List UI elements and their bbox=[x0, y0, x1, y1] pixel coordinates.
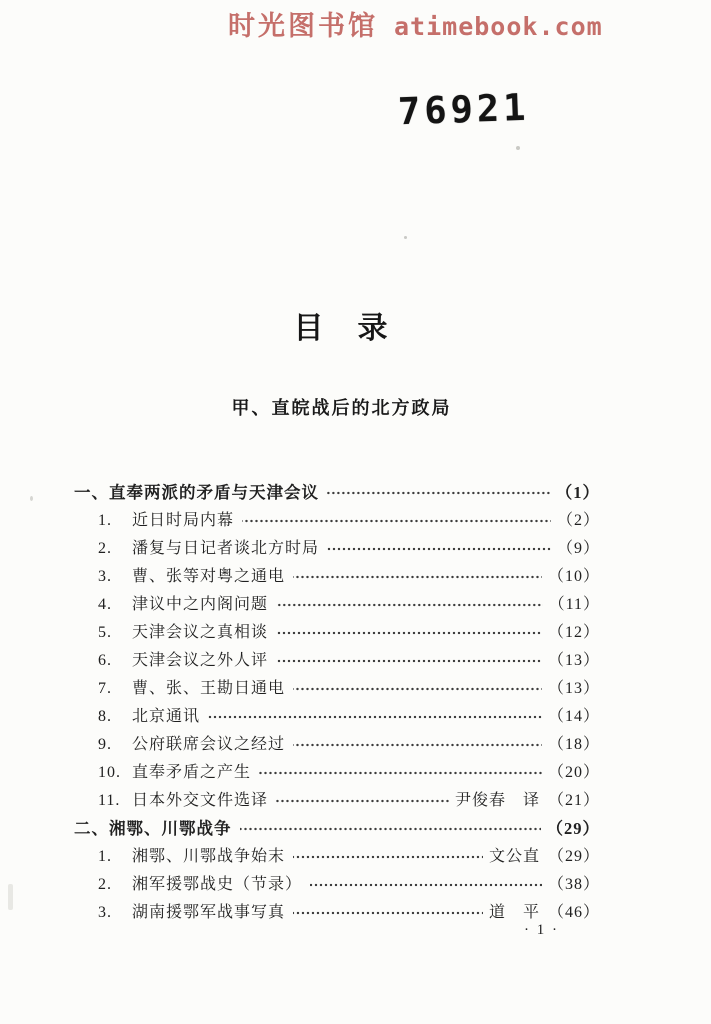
toc-entry-title: 湘鄂、川鄂战争 bbox=[109, 819, 232, 838]
toc-entry-number: 一、 bbox=[74, 483, 109, 502]
toc-entry bbox=[0, 479, 711, 507]
dotted-leader bbox=[293, 905, 483, 921]
scan-speck bbox=[30, 496, 33, 501]
toc-entry-number: 2. bbox=[98, 876, 112, 893]
toc-entry-page-number: （13） bbox=[547, 680, 600, 697]
toc-entry-number: 8. bbox=[98, 708, 112, 725]
toc-entry-page-number: （29） bbox=[547, 848, 600, 865]
toc-entry-author: 尹俊春 译 bbox=[454, 792, 540, 809]
dotted-leader bbox=[242, 513, 551, 529]
toc-entry-author: 道 平 bbox=[488, 904, 540, 921]
toc-entry-page-number: （2） bbox=[556, 512, 600, 529]
toc-entry-title: 日本外交文件选译 bbox=[132, 792, 269, 809]
dotted-leader bbox=[240, 821, 541, 837]
table-of-contents bbox=[0, 479, 711, 927]
dotted-leader bbox=[276, 625, 542, 641]
dotted-leader bbox=[208, 709, 542, 725]
toc-entry bbox=[0, 675, 711, 703]
dotted-leader bbox=[276, 653, 542, 669]
toc-entry-title: 湖南援鄂军战事写真 bbox=[132, 904, 286, 921]
toc-entry bbox=[0, 591, 711, 619]
dotted-leader bbox=[293, 681, 542, 697]
dotted-leader bbox=[293, 737, 542, 753]
scan-smudge bbox=[8, 884, 13, 910]
dotted-leader bbox=[327, 485, 550, 501]
toc-entry bbox=[0, 787, 711, 815]
toc-entry-title: 湘鄂、川鄂战争始末 bbox=[132, 848, 286, 865]
scan-speck bbox=[404, 236, 407, 239]
toc-entry-page-number: （38） bbox=[547, 876, 600, 893]
toc-entry bbox=[0, 843, 711, 871]
toc-entry bbox=[0, 703, 711, 731]
toc-entry-title: 曹、张、王勘日通电 bbox=[132, 680, 286, 697]
toc-entry-page-number: （29） bbox=[546, 819, 600, 838]
toc-entry-number: 7. bbox=[98, 680, 112, 697]
toc-entry-title: 津议中之内阁问题 bbox=[132, 596, 269, 613]
toc-entry bbox=[0, 899, 711, 927]
toc-entry-page-number: （14） bbox=[547, 708, 600, 725]
toc-entry-page-number: （12） bbox=[547, 624, 600, 641]
dotted-leader bbox=[276, 597, 543, 613]
toc-entry bbox=[0, 731, 711, 759]
dotted-leader bbox=[293, 569, 542, 585]
toc-entry-title: 潘复与日记者谈北方时局 bbox=[132, 540, 320, 557]
toc-entry-page-number: （1） bbox=[555, 483, 600, 502]
dotted-leader bbox=[310, 877, 542, 893]
toc-entry-page-number: （46） bbox=[547, 904, 600, 921]
dotted-leader bbox=[276, 793, 449, 809]
toc-entry-title: 直奉矛盾之产生 bbox=[132, 764, 252, 781]
watermark bbox=[228, 4, 603, 43]
toc-entry-number: 6. bbox=[98, 652, 112, 669]
dotted-leader bbox=[293, 849, 483, 865]
toc-entry-number: 2. bbox=[98, 540, 112, 557]
scan-speck bbox=[516, 146, 520, 150]
toc-entry-number: 4. bbox=[98, 596, 112, 613]
toc-entry-title: 直奉两派的矛盾与天津会议 bbox=[109, 483, 319, 502]
toc-entry-page-number: （11） bbox=[548, 596, 600, 613]
toc-entry-page-number: （20） bbox=[547, 764, 600, 781]
toc-entry-title: 公府联席会议之经过 bbox=[132, 736, 286, 753]
toc-entry-number: 11. bbox=[98, 792, 121, 809]
accession-number-stamp: 76921 bbox=[397, 85, 531, 134]
toc-entry-title: 近日时局内幕 bbox=[132, 512, 235, 529]
toc-entry bbox=[0, 647, 711, 675]
watermark-library-name: 时光图书馆 bbox=[228, 11, 378, 41]
toc-entry-page-number: （10） bbox=[547, 568, 600, 585]
toc-entry-number: 3. bbox=[98, 904, 112, 921]
section-heading: 甲、直皖战后的北方政局 bbox=[231, 398, 452, 418]
dotted-leader bbox=[327, 541, 551, 557]
toc-entry bbox=[0, 759, 711, 787]
toc-entry-page-number: （9） bbox=[556, 540, 600, 557]
toc-entry-author: 文公直 bbox=[488, 848, 540, 865]
folio-page-number: · 1 · bbox=[524, 922, 559, 938]
page-title: 目 录 bbox=[293, 312, 390, 345]
watermark-site-url: atimebook.com bbox=[394, 12, 603, 41]
toc-entry-page-number: （13） bbox=[547, 652, 600, 669]
toc-entry-title: 湘军援鄂战史（节录） bbox=[132, 876, 303, 893]
dotted-leader bbox=[259, 765, 542, 781]
toc-entry-title: 曹、张等对粤之通电 bbox=[132, 568, 286, 585]
toc-entry-number: 3. bbox=[98, 568, 112, 585]
toc-entry-page-number: （18） bbox=[547, 736, 600, 753]
toc-entry bbox=[0, 871, 711, 899]
toc-entry bbox=[0, 815, 711, 843]
toc-entry-number: 9. bbox=[98, 736, 112, 753]
toc-entry bbox=[0, 563, 711, 591]
toc-entry-number: 1. bbox=[98, 512, 112, 529]
toc-entry-page-number: （21） bbox=[547, 792, 600, 809]
toc-entry bbox=[0, 507, 711, 535]
toc-entry-title: 天津会议之外人评 bbox=[132, 652, 269, 669]
toc-entry-number: 10. bbox=[98, 764, 121, 781]
toc-entry-title: 天津会议之真相谈 bbox=[132, 624, 269, 641]
toc-entry-number: 1. bbox=[98, 848, 112, 865]
toc-entry-title: 北京通讯 bbox=[132, 708, 201, 725]
toc-entry bbox=[0, 619, 711, 647]
toc-entry-number: 二、 bbox=[74, 819, 109, 838]
toc-entry-number: 5. bbox=[98, 624, 112, 641]
toc-entry bbox=[0, 535, 711, 563]
